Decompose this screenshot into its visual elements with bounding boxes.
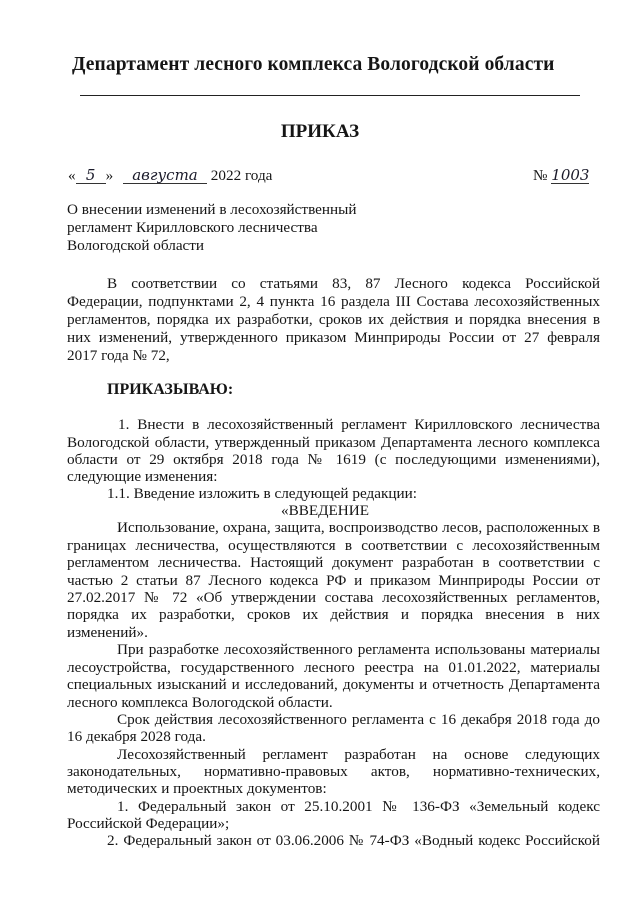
date-year: 2022 года bbox=[210, 167, 273, 184]
law2-line-1: 2. Федеральный закон от 03.06.2006 № 74-ФЗ «Водный кодекс Российской bbox=[107, 832, 600, 849]
item1-line-4: следующие изменения: bbox=[67, 468, 218, 485]
order-number bbox=[533, 167, 589, 184]
preamble-line-1: В соответствии со статьями 83, 87 Лесного кодекса Российской bbox=[107, 275, 600, 292]
preamble-line-2: Федерации, подпунктами 2, 4 пункта 16 раздела III Состава лесохозяйственных bbox=[67, 293, 600, 310]
para1-line-7: изменений». bbox=[67, 624, 148, 641]
para4-line-2: законодательных, нормативно-правовых актов, нормативно-технических, bbox=[67, 763, 600, 780]
item1-line-2: Вологодской области, утвержденный приказом Департамента лесного комплекса bbox=[67, 434, 600, 451]
para2-line-4: лесного комплекса Вологодской области. bbox=[67, 694, 333, 711]
date-day-handwritten: 5 bbox=[76, 167, 106, 184]
department-heading: Департамент лесного комплекса Вологодской области bbox=[72, 54, 555, 75]
number-sign: № bbox=[533, 167, 548, 184]
para4-line-3: методических и проектных документов: bbox=[67, 780, 327, 797]
date-quote-close: » bbox=[105, 167, 114, 184]
para1-line-2: границах лесничества, осуществляются в соответствии с лесохозяйственным bbox=[67, 537, 600, 554]
subject-line-3: Вологодской области bbox=[67, 237, 205, 254]
law1-line-1: 1. Федеральный закон от 25.10.2001 № 136-ФЗ «Земельный кодекс bbox=[117, 798, 600, 815]
para3-line-2: 16 декабря 2028 года. bbox=[67, 728, 206, 745]
item1-1: 1.1. Введение изложить в следующей редакции: bbox=[107, 485, 417, 502]
intro-heading: «ВВЕДЕНИЕ bbox=[281, 502, 369, 519]
para2-line-2: лесоустройства, государственного лесного реестра на 01.01.2022, материалы bbox=[67, 659, 600, 676]
date-quote-open: « bbox=[68, 167, 76, 184]
decree-word: ПРИКАЗЫВАЮ: bbox=[107, 381, 234, 398]
para3-line-1: Срок действия лесохозяйственного регламента с 16 декабря 2018 года до bbox=[117, 711, 600, 728]
para2-line-1: При разработке лесохозяйственного регламента использованы материалы bbox=[117, 641, 600, 658]
order-title: ПРИКАЗ bbox=[280, 121, 360, 142]
law1-line-2: Российской Федерации»; bbox=[67, 815, 230, 832]
preamble-line-5: 2017 года № 72, bbox=[67, 347, 170, 364]
para1-line-1: Использование, охрана, защита, воспроизводство лесов, расположенных в bbox=[117, 519, 600, 536]
date-month-handwritten: августа bbox=[123, 167, 207, 184]
para1-line-4: частью 2 статьи 87 Лесного кодекса РФ и приказом Минприроды России от bbox=[67, 572, 600, 589]
subject-line-1: О внесении изменений в лесохозяйственный bbox=[67, 201, 357, 218]
number-handwritten: 1003 bbox=[551, 166, 590, 184]
item1-line-3: области от 29 октября 2018 года № 1619 (с последующими изменениями), bbox=[67, 451, 600, 468]
preamble-line-4: них изменений, утвержденного приказом Минприроды России от 27 февраля bbox=[67, 329, 600, 346]
para1-line-5: 27.02.2017 № 72 «Об утверждении состава лесохозяйственных регламентов, bbox=[67, 589, 600, 606]
preamble-line-3: регламентов, порядка их разработки, сроков их действия и порядка внесения в bbox=[67, 311, 600, 328]
para1-line-3: регламентом лесничества. Настоящий документ разработан в соответствии с bbox=[67, 554, 600, 571]
para1-line-6: порядка их разработки, сроков их действия и порядка внесения в них bbox=[67, 606, 600, 623]
para4-line-1: Лесохозяйственный регламент разработан на основе следующих bbox=[117, 746, 600, 763]
order-date bbox=[68, 167, 272, 184]
para2-line-3: специальных изысканий и исследований, документы и отчетность Департамента bbox=[67, 676, 600, 693]
header-divider bbox=[80, 95, 580, 96]
item1-line-1: 1. Внести в лесохозяйственный регламент Кирилловского лесничества bbox=[118, 416, 600, 433]
subject-line-2: регламент Кирилловского лесничества bbox=[67, 219, 318, 236]
